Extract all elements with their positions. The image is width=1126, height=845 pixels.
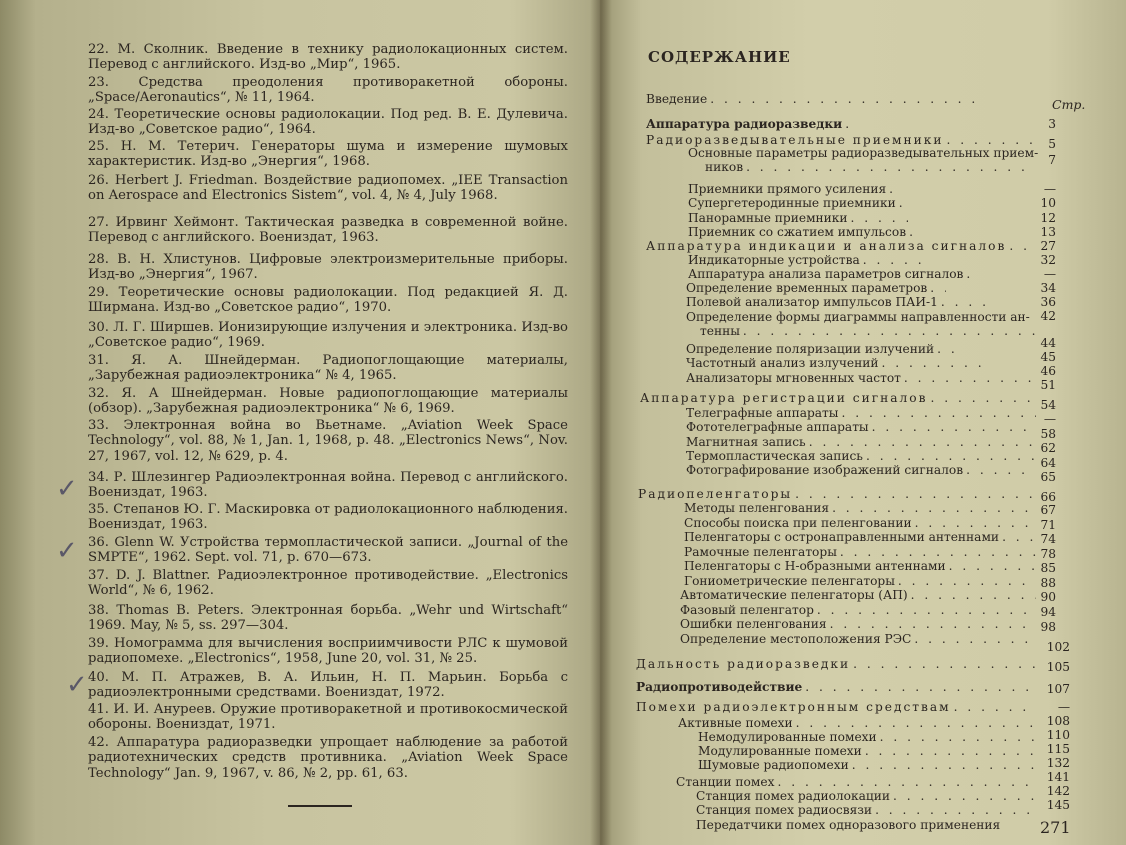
book-spine (590, 0, 612, 845)
leader-dots (806, 435, 1036, 449)
reference-item: 35. Степанов Ю. Г. Маскировка от радиолокационного наблюдения. Воениздат, 1963. (88, 502, 568, 533)
toc-entry (680, 603, 1036, 617)
toc-entry (676, 775, 1036, 789)
reference-item: 41. И. И. Ануреев. Оружие противоракетной и противокосмической обороны. Воениздат, 1971. (88, 702, 568, 733)
leader-dots (934, 342, 956, 356)
toc-page-number: 12 (1040, 211, 1056, 225)
toc-page-number: 115 (1046, 742, 1070, 756)
leader-dots (860, 253, 928, 267)
toc-entry-label: Шумовые радиопомехи (698, 758, 849, 772)
toc-entry (684, 501, 1036, 515)
toc-entry-label: Аппаратура регистрации сигналов (640, 391, 928, 405)
toc-entry-label: Немодулированные помехи (698, 730, 877, 744)
toc-entry (686, 420, 1036, 434)
toc-entry-label: Фазовый пеленгатор (680, 603, 814, 617)
toc-entry (640, 391, 1035, 405)
toc-entry-label: Фотографирование изображений сигналов (686, 463, 964, 477)
toc-entry-label: Аппаратура радиоразведки (646, 117, 843, 131)
leader-dots (814, 603, 1036, 617)
reference-item: 39. Номограмма для вычисления восприимчивости РЛС к шумовой радиопомехе. „Electronics“, 1958, June 20, vol. 31, № 25. (88, 636, 568, 667)
reference-item: 29. Теоретические основы радиолокации. Под редакцией Я. Д. Ширмана. Изд-во „Советское радио“, 1970. (88, 285, 568, 316)
toc-entry (688, 225, 918, 239)
toc-entry (688, 196, 903, 210)
toc-entry (636, 657, 1036, 671)
toc-page-number: 90 (1040, 590, 1056, 604)
leader-dots (862, 744, 1036, 758)
toc-entry-label: Супергетеродинные приемники (688, 196, 896, 210)
leader-dots (740, 324, 1035, 338)
toc-entry-label: Радиопеленгаторы (638, 487, 793, 501)
toc-page-number: — (1057, 700, 1070, 714)
toc-page-number: 107 (1046, 682, 1070, 696)
toc-page-number: 142 (1046, 784, 1070, 798)
toc-page-number: — (1043, 267, 1056, 281)
leader-dots (707, 92, 986, 106)
leader-dots (849, 758, 1036, 772)
leader-dots (946, 559, 1036, 573)
toc-entry (688, 182, 898, 196)
leader-dots (927, 391, 1035, 405)
toc-entry (686, 310, 1036, 324)
toc-entry (678, 716, 1036, 730)
leader-dots (963, 267, 978, 281)
toc-entry (700, 324, 1035, 338)
reference-item: 32. Я. А Шнейдерман. Новые радиопоглощающие материалы (обзор). „Зарубежная радиоэлектроника“ № 6, 1969. (88, 386, 568, 417)
reference-item: 22. М. Сколник. Введение в технику радиолокационных систем. Перевод с английского. Изд-во „Мир“, 1965. (88, 42, 568, 73)
reference-item: 25. Н. М. Тетерич. Генераторы шума и измерение шумовых характеристик. Изд-во „Энергия“, 1968. (88, 139, 568, 170)
end-rule (288, 805, 352, 807)
page-number: 271 (1040, 818, 1071, 837)
toc-entry-label: Определение временных параметров (686, 281, 928, 295)
toc-entry (680, 617, 1036, 631)
toc-entry (686, 406, 1036, 420)
toc-entry-label: Станция помех радиолокации (696, 789, 890, 803)
toc-entry-label: Аппаратура анализа параметров сигналов (688, 267, 964, 281)
leader-dots (827, 617, 1036, 631)
toc-page-number: — (1043, 412, 1056, 426)
toc-page-number: 71 (1040, 518, 1056, 532)
leader-dots (944, 133, 1036, 147)
toc-entry-label: Рамочные пеленгаторы (684, 545, 837, 559)
toc-entry (698, 744, 1036, 758)
toc-entry-label: Полевой анализатор импульсов ПАИ-1 (686, 295, 938, 309)
toc-entry (688, 146, 1038, 160)
leader-dots (896, 196, 903, 210)
reference-item: 33. Электронная война во Вьетнаме. „Aviation Week Space Technology“, vol. 88, № 1, Jan. 1, 1968, p. 48. „Electronics News“, Nov. 27, 1967, vol. 12, № 629, p. 4. (88, 418, 568, 464)
toc-entry (684, 516, 1036, 530)
toc-entry (686, 435, 1036, 449)
toc-entry (684, 545, 1036, 559)
toc-entry-label: ников (705, 160, 744, 174)
reference-item: 31. Я. А. Шнейдерман. Радиопоглощающие материалы, „Зарубежная радиоэлектроника“ № 4, 1965. (88, 353, 568, 384)
toc-entry-label: Станция помех радиосвязи (696, 803, 873, 817)
toc-page-number: 132 (1046, 756, 1070, 770)
toc-entry-label: Передатчики помех одноразового применения (696, 818, 1001, 832)
toc-entry (684, 559, 1036, 573)
toc-page-number: 44 (1040, 336, 1056, 350)
toc-entry-label: Радиоразведывательные приемники (646, 133, 944, 147)
leader-dots (895, 574, 1036, 588)
pencil-checkmark-icon: ✓ (66, 670, 88, 700)
toc-page-number: 145 (1046, 798, 1070, 812)
reference-item: 36. Glenn W. Устройства термопластической записи. „Journal of the SMPTE“, 1962. Sept. vol. 71, p. 670—673. (88, 535, 568, 566)
leader-dots (927, 281, 946, 295)
toc-page-number: 13 (1040, 225, 1056, 239)
reference-item: 26. Herbert J. Friedman. Воздействие радиопомех. „IEE Transaction on Aerospace and Electronics Sistem“, vol. 4, № 4, July 1968. (88, 173, 568, 204)
reference-item: 28. В. Н. Хлистунов. Цифровые электроизмерительные приборы. Изд-во „Энергия“, 1967. (88, 252, 568, 283)
reference-item: 34. Р. Шлезингер Радиоэлектронная война. Перевод с английского. Воениздат, 1963. (88, 470, 568, 501)
leader-dots (850, 657, 1036, 671)
leader-dots (886, 182, 898, 196)
toc-entry-label: Радиопротиводействие (636, 680, 803, 694)
toc-entry (686, 356, 986, 370)
toc-entry-label: Термопластическая запись (686, 449, 863, 463)
reference-item: 40. М. П. Атражев, В. А. Ильин, Н. П. Марьин. Борьба с радиоэлектронными средствами. Воениздат, 1972. (88, 670, 568, 701)
toc-entry-label: Магнитная запись (686, 435, 806, 449)
toc-page-number: 5 (1048, 137, 1056, 151)
toc-entry (686, 342, 956, 356)
toc-page-number: 74 (1040, 532, 1056, 546)
reference-item: 42. Аппаратура радиоразведки упрощает наблюдение за работой радиотехнических средств противника. „Aviation Week Space Technology“ Jan. 9, 1967, v. 86, № 2, pp. 61, 63. (88, 735, 568, 781)
toc-page-number: 67 (1040, 503, 1056, 517)
toc-entry-label: Станции помех (676, 775, 775, 789)
toc-page-number: 105 (1046, 660, 1070, 674)
toc-page-number: 54 (1040, 398, 1056, 412)
leader-dots (839, 406, 1037, 420)
leader-dots (743, 160, 1035, 174)
toc-entry-label: Основные параметры радиоразведывательных прием- (688, 146, 1039, 160)
toc-page-number: 66 (1040, 490, 1056, 504)
page-column-header: Стр. (1052, 97, 1086, 112)
toc-entry-label: Помехи радиоэлектронным средствам (636, 700, 951, 714)
leader-dots (793, 716, 1036, 730)
toc-entry (646, 117, 856, 131)
toc-page-number: 65 (1040, 470, 1056, 484)
toc-page-number: 62 (1040, 441, 1056, 455)
toc-entry-label: Аппаратура индикации и анализа сигналов (646, 239, 1007, 253)
toc-page-number: 27 (1040, 239, 1056, 253)
toc-entry-label: Модулированные помехи (698, 744, 862, 758)
toc-entry (698, 730, 1036, 744)
reference-item: 38. Thomas B. Peters. Электронная борьба. „Wehr und Wirtschaft“ 1969. May, № 5, ss. 297—304. (88, 603, 568, 634)
leader-dots (879, 356, 986, 370)
leader-dots (848, 211, 908, 225)
toc-entry (686, 449, 1036, 463)
toc-page-number: 34 (1040, 281, 1056, 295)
toc-page-number: 51 (1040, 378, 1056, 392)
leader-dots (863, 449, 1036, 463)
reference-item: 24. Теоретические основы радиолокации. Под ред. В. Е. Дулевича. Изд-во „Советское радио“, 1964. (88, 107, 568, 138)
toc-entry (688, 253, 928, 267)
toc-page-number: 102 (1046, 640, 1070, 654)
toc-page-number: 78 (1040, 547, 1056, 561)
toc-page-number: 141 (1046, 770, 1070, 784)
leader-dots (938, 295, 986, 309)
toc-entry (636, 700, 1036, 714)
leader-dots (792, 487, 1036, 501)
toc-entry (686, 281, 946, 295)
toc-entry-label: Определение формы диаграммы направленности ан- (686, 310, 1030, 324)
leader-dots (774, 775, 1036, 789)
toc-entry (680, 632, 1036, 646)
toc-entry (696, 803, 1036, 817)
toc-entry (688, 267, 978, 281)
toc-entry-label: Приемник со сжатием импульсов (688, 225, 907, 239)
toc-page-number: 3 (1048, 117, 1056, 131)
toc-page-number: 108 (1046, 714, 1070, 728)
leader-dots (877, 730, 1036, 744)
toc-entry-label: Способы поиска при пеленговании (684, 516, 912, 530)
toc-page-number: — (1043, 182, 1056, 196)
leader-dots (872, 803, 1036, 817)
reference-item: 37. D. J. Blattner. Радиоэлектронное противодействие. „Electronics World“, № 6, 1962. (88, 568, 568, 599)
toc-entry (686, 295, 986, 309)
toc-entry (696, 818, 1036, 832)
toc-page-number: 36 (1040, 295, 1056, 309)
reference-item: 27. Ирвинг Хеймонт. Тактическая разведка в современной войне. Перевод с английского. Воениздат, 1963. (88, 215, 568, 246)
toc-page-number: 46 (1040, 364, 1056, 378)
leader-dots (911, 632, 1036, 646)
toc-page-number: 7 (1048, 153, 1056, 167)
toc-entry (684, 574, 1036, 588)
toc-entry (684, 530, 1036, 544)
toc-page-number: 94 (1040, 605, 1056, 619)
toc-page-number: 32 (1040, 253, 1056, 267)
leader-dots (829, 501, 1036, 515)
toc-page-number: 85 (1040, 561, 1056, 575)
toc-entry (638, 487, 1036, 501)
toc-page-number: 64 (1040, 456, 1056, 470)
toc-entry (636, 680, 1036, 694)
pencil-checkmark-icon: ✓ (56, 536, 78, 566)
toc-entry (705, 160, 1035, 174)
toc-entry (696, 789, 1036, 803)
toc-entry-label: Приемники прямого усиления (688, 182, 887, 196)
toc-page-number: 42 (1040, 309, 1056, 323)
toc-entry-label: Телеграфные аппараты (686, 406, 839, 420)
toc-page-number: 98 (1040, 620, 1056, 634)
toc-entry (646, 92, 986, 106)
toc-page-number: 45 (1040, 350, 1056, 364)
toc-entry-label: Активные помехи (678, 716, 793, 730)
leader-dots (901, 371, 1036, 385)
toc-page-number: 88 (1040, 576, 1056, 590)
toc-entry (646, 239, 1036, 253)
leader-dots (890, 789, 1036, 803)
toc-title: СОДЕРЖАНИЕ (648, 48, 791, 66)
toc-page-number: 58 (1040, 427, 1056, 441)
toc-entry-label: Автоматические пеленгаторы (АП) (680, 588, 908, 602)
toc-page-number: 110 (1046, 728, 1070, 742)
toc-entry-label: Фототелеграфные аппараты (686, 420, 869, 434)
toc-entry (680, 588, 1036, 602)
toc-entry-label: Введение (646, 92, 708, 106)
toc-entry-label: Панорамные приемники (688, 211, 848, 225)
toc-entry-label: Индикаторные устройства (688, 253, 860, 267)
toc-entry (646, 133, 1036, 147)
toc-entry-label: Пеленгаторы с Н-образными антеннами (684, 559, 946, 573)
leader-dots (908, 588, 1036, 602)
leader-dots (912, 516, 1036, 530)
toc-entry-label: Анализаторы мгновенных частот (686, 371, 901, 385)
toc-entry (688, 211, 908, 225)
leader-dots (837, 545, 1036, 559)
toc-entry (686, 463, 1036, 477)
leader-dots (869, 420, 1036, 434)
leader-dots (802, 680, 1036, 694)
leader-dots (906, 225, 918, 239)
toc-entry-label: Пеленгаторы с остронаправленными антеннами (684, 530, 1000, 544)
toc-entry-label: Ошибки пеленгования (680, 617, 827, 631)
reference-item: 23. Средства преодоления противоракетной обороны. „Space/Aeronautics“, № 11, 1964. (88, 75, 568, 106)
toc-entry-label: Методы пеленгования (684, 501, 830, 515)
toc-entry (686, 371, 1036, 385)
leader-dots (951, 700, 1036, 714)
toc-entry-label: Дальность радиоразведки (636, 657, 851, 671)
leader-dots (842, 117, 856, 131)
reference-item: 30. Л. Г. Ширшев. Ионизирующие излучения и электроника. Изд-во „Советское радио“, 1969. (88, 320, 568, 351)
toc-entry-label: Частотный анализ излучений (686, 356, 879, 370)
toc-page-number: 10 (1040, 196, 1056, 210)
pencil-checkmark-icon: ✓ (56, 474, 78, 504)
toc-entry (698, 758, 1036, 772)
toc-entry-label: Определение поляризации излучений (686, 342, 935, 356)
toc-entry-label: тенны (700, 324, 740, 338)
toc-entry-label: Определение местоположения РЭС (680, 632, 912, 646)
toc-entry-label: Гониометрические пеленгаторы (684, 574, 895, 588)
